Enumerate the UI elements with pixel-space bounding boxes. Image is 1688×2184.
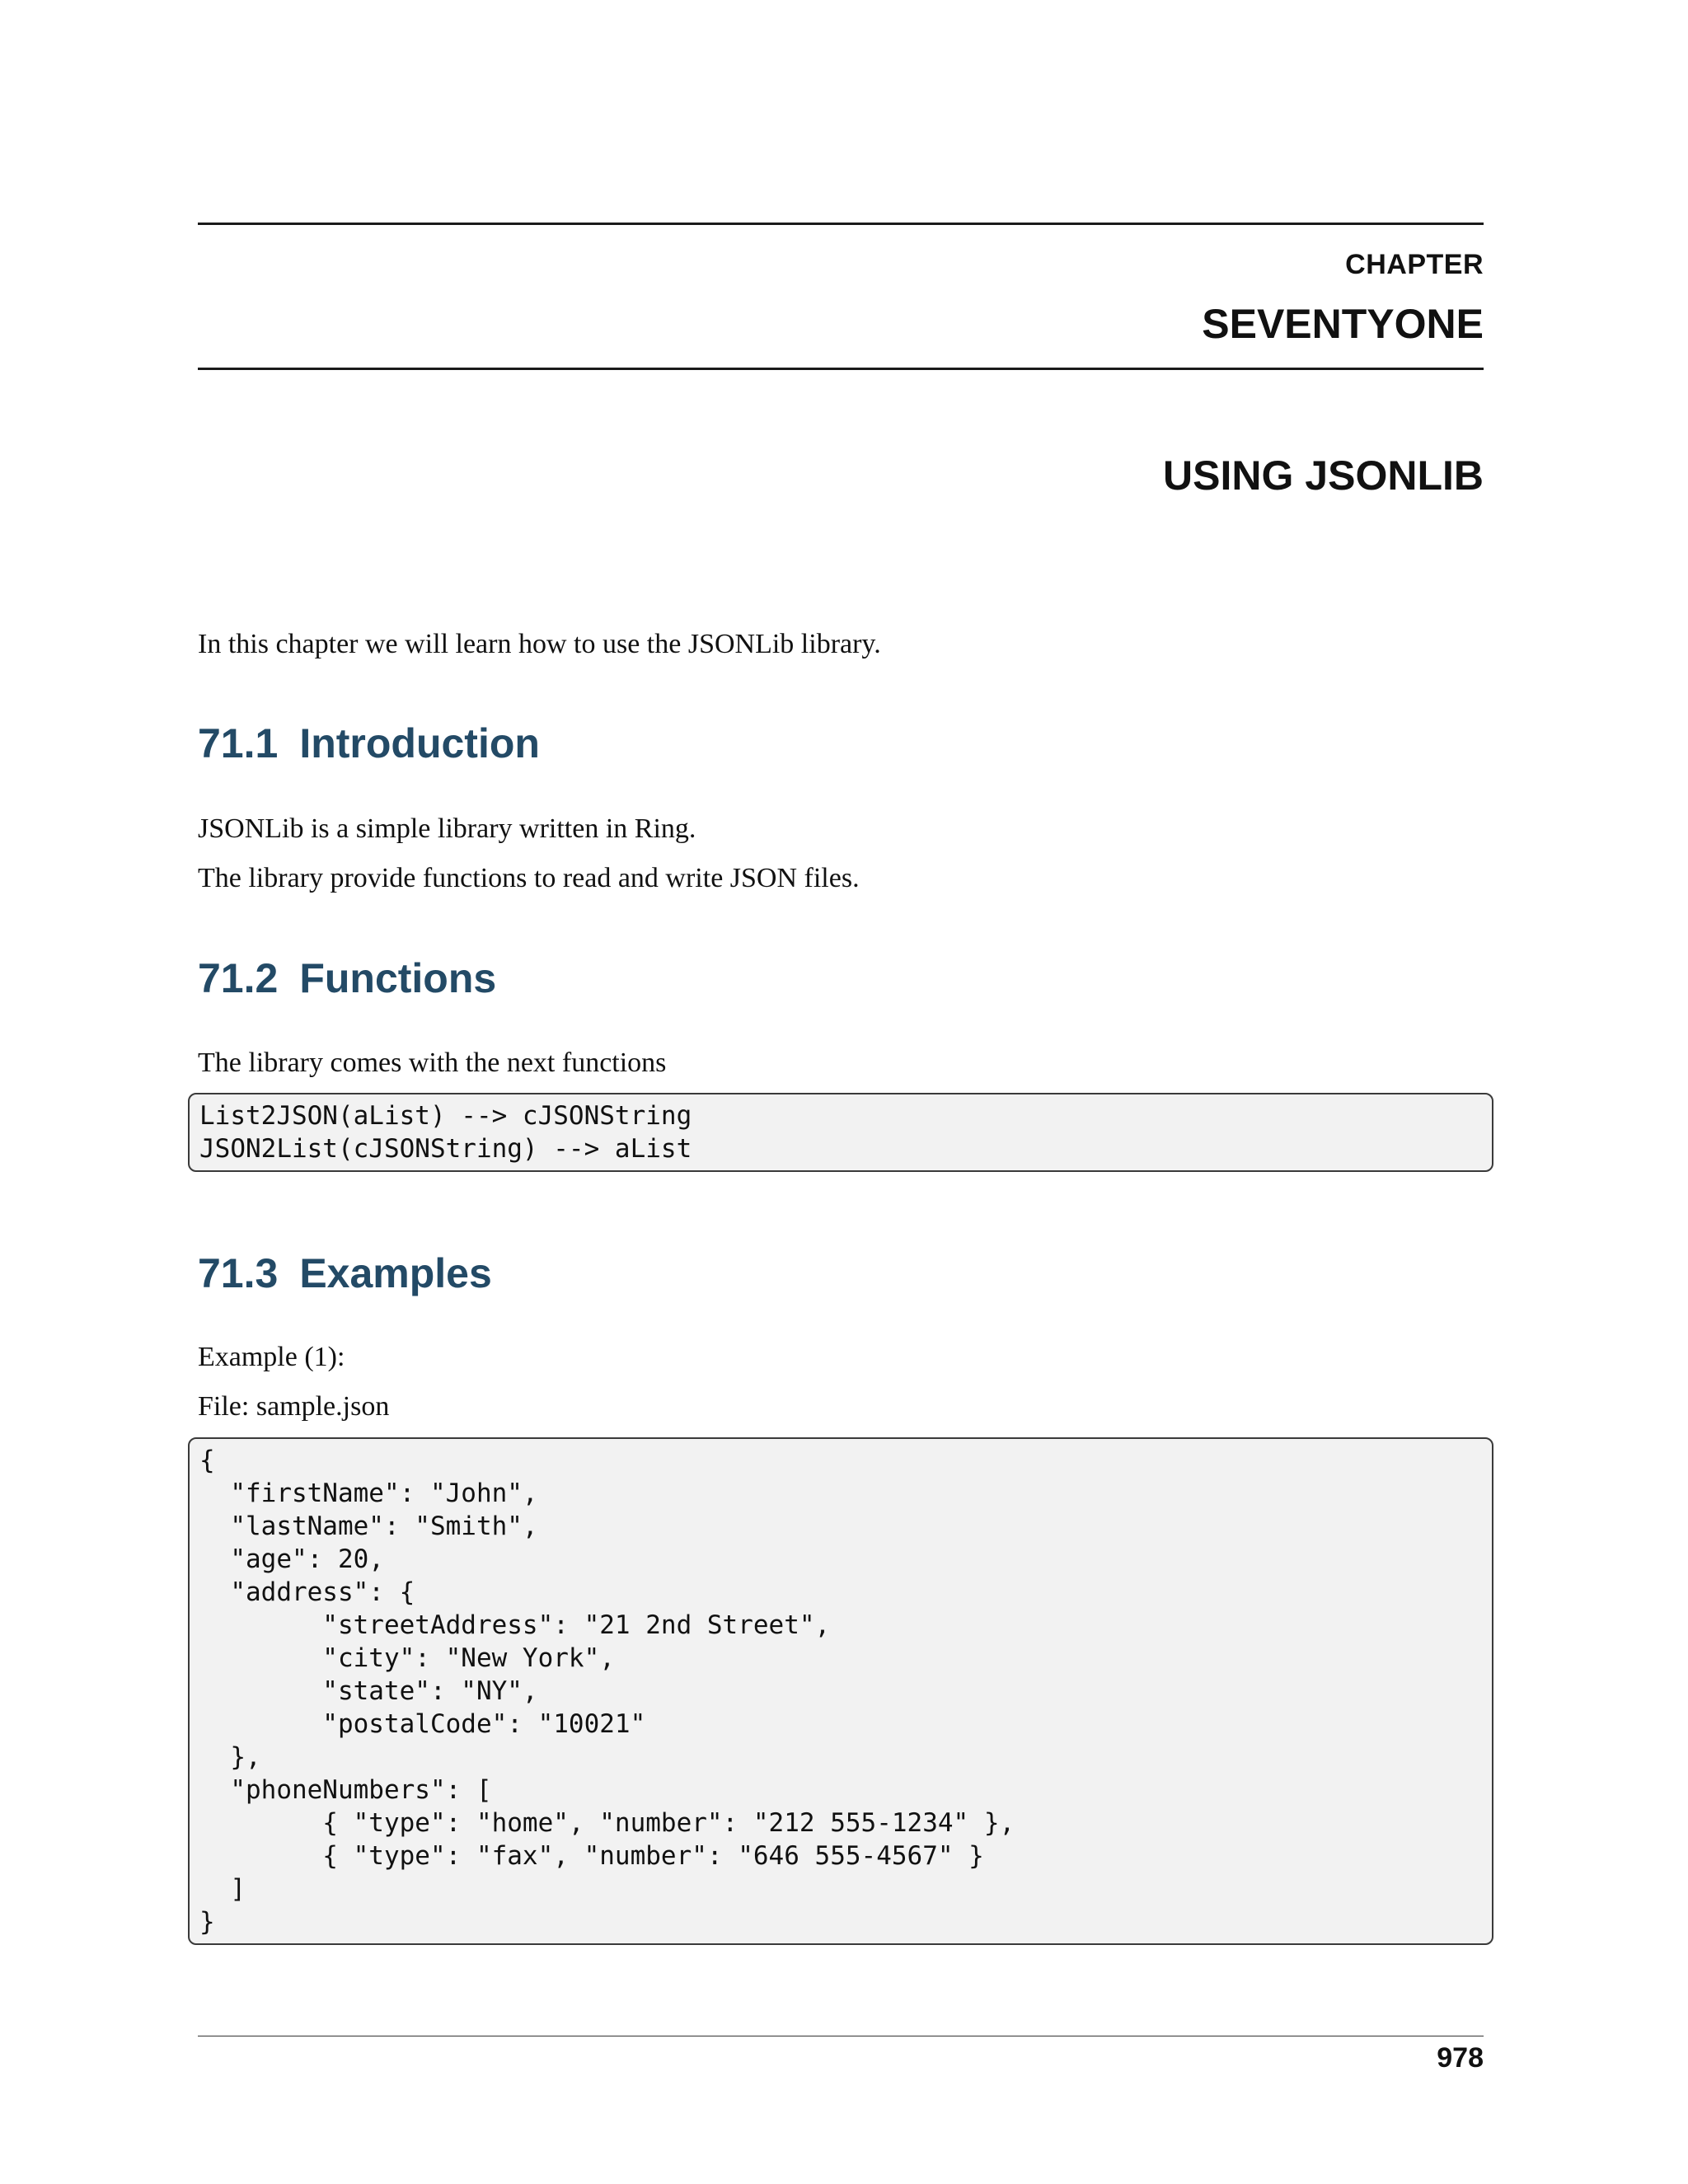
section-number: 71.3 — [198, 1250, 279, 1296]
code-line: { "type": "fax", "number": "646 555-4567" } — [199, 1841, 984, 1871]
code-line: List2JSON(aList) --> cJSONString — [199, 1101, 692, 1131]
code-line: "streetAddress": "21 2nd Street", — [199, 1610, 831, 1640]
paragraph: The library provide functions to read and write JSON files. — [198, 863, 860, 893]
section-heading-functions — [198, 954, 496, 1002]
chapter-number: SEVENTYONE — [1202, 301, 1484, 347]
paragraph: JSONLib is a simple library written in Ring. — [198, 813, 696, 844]
section-title: Examples — [299, 1250, 492, 1296]
chapter-title: USING JSONLIB — [1163, 452, 1484, 499]
code-line: "age": 20, — [199, 1544, 384, 1574]
paragraph: File: sample.json — [198, 1391, 390, 1422]
section-number: 71.1 — [198, 720, 279, 766]
intro-paragraph: In this chapter we will learn how to use the JSONLib library. — [198, 629, 881, 659]
code-line: "phoneNumbers": [ — [199, 1775, 492, 1805]
page-number: 978 — [1437, 2042, 1484, 2074]
code-line: "lastName": "Smith", — [199, 1511, 538, 1541]
paragraph: The library comes with the next functions — [198, 1047, 667, 1078]
section-number: 71.2 — [198, 955, 279, 1001]
sample-json-code-block — [188, 1437, 1493, 1945]
code-line: "city": "New York", — [199, 1643, 615, 1673]
code-line: "postalCode": "10021" — [199, 1709, 646, 1739]
code-line: JSON2List(cJSONString) --> aList — [199, 1134, 692, 1164]
section-heading-examples — [198, 1249, 492, 1297]
functions-code-block — [188, 1093, 1493, 1172]
chapter-top-rule — [198, 223, 1484, 225]
section-title: Functions — [299, 955, 497, 1001]
code-line: ] — [199, 1874, 246, 1904]
chapter-label: CHAPTER — [1345, 249, 1484, 280]
chapter-bottom-rule — [198, 368, 1484, 370]
code-line: "firstName": "John", — [199, 1479, 538, 1508]
code-line: "state": "NY", — [199, 1676, 538, 1706]
code-line: } — [199, 1907, 215, 1937]
code-line: { — [199, 1446, 215, 1475]
code-line: "address": { — [199, 1577, 415, 1607]
paragraph: Example (1): — [198, 1342, 345, 1372]
section-title: Introduction — [299, 720, 540, 766]
code-line: { "type": "home", "number": "212 555-1234" }, — [199, 1808, 1015, 1838]
code-line: }, — [199, 1742, 261, 1772]
section-heading-introduction — [198, 719, 540, 767]
